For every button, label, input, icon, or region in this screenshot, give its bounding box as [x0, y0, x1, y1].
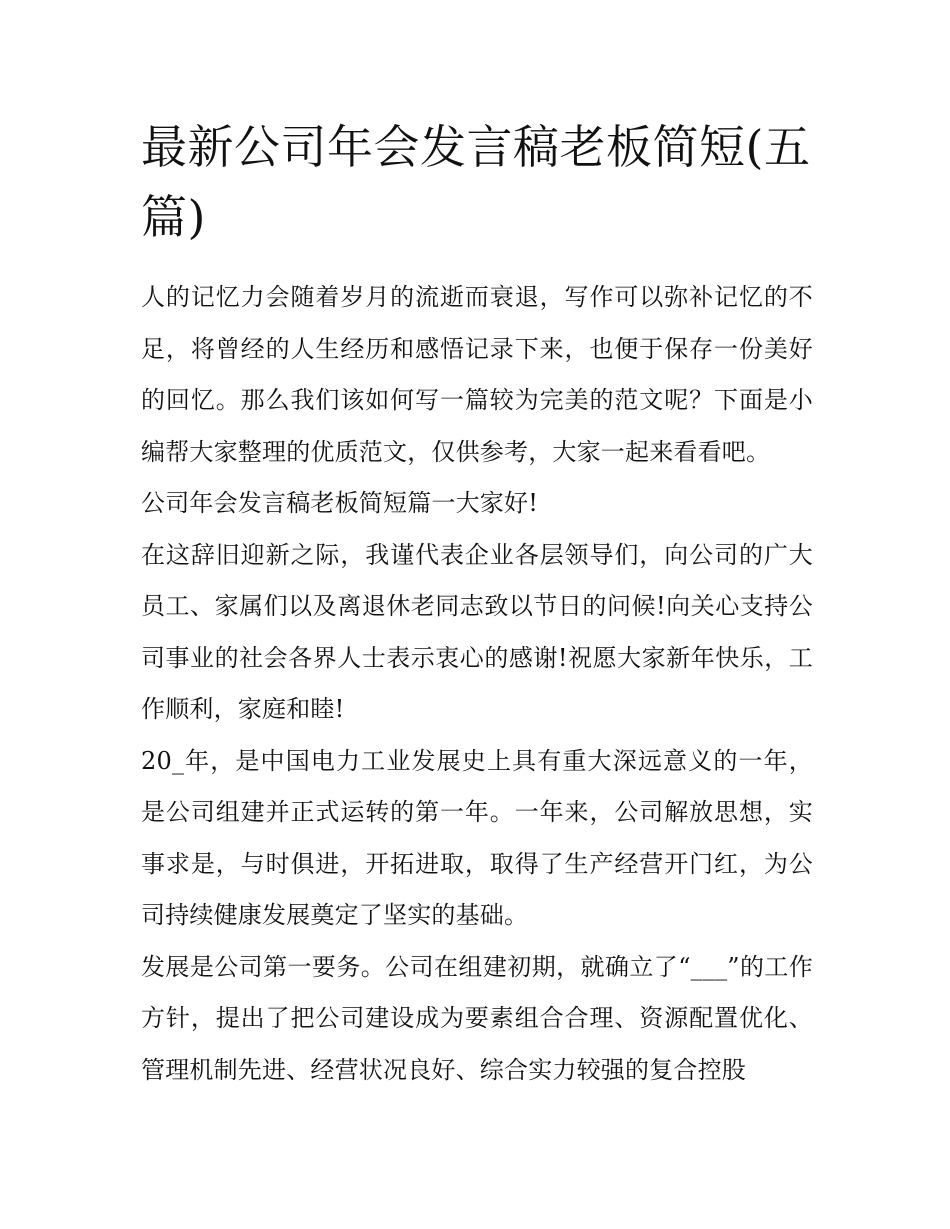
paragraph-year-review: 20_年，是中国电力工业发展史上具有重大深远意义的一年，是公司组建并正式运转的第一年。一年来，公司解放思想，实事求是，与时俱进，开拓进取，取得了生产经营开门红，为公司持续健康发展奠定了坚实的基础。 [141, 746, 813, 929]
paragraph-greeting: 公司年会发言稿老板简短篇一大家好! [141, 489, 539, 517]
document-title: 最新公司年会发言稿老板简短(五篇) [141, 120, 811, 244]
document-body [141, 112, 813, 1096]
paragraph-intro: 人的记忆力会随着岁月的流逝而衰退，写作可以弥补记忆的不足，将曾经的人生经历和感悟记录下来，也便于保存一份美好的回忆。那么我们该如何写一篇较为完美的范文呢？下面是小编帮大家整理的优质范文，仅供参考，大家一起来看看吧。 [141, 283, 813, 466]
paragraph-development: 发展是公司第一要务。公司在组建初期，就确立了“___”的工作方针，提出了把公司建设成为要素组合合理、资源配置优化、管理机制先进、经营状况良好、综合实力较强的复合控股 [141, 952, 813, 1084]
paragraph-new-year-wishes: 在这辞旧迎新之际，我谨代表企业各层领导们，向公司的广大员工、家属们以及离退休老同志致以节日的问候!向关心支持公司事业的社会各界人士表示衷心的感谢!祝愿大家新年快乐，工作顺利，家庭和睦! [141, 540, 813, 723]
